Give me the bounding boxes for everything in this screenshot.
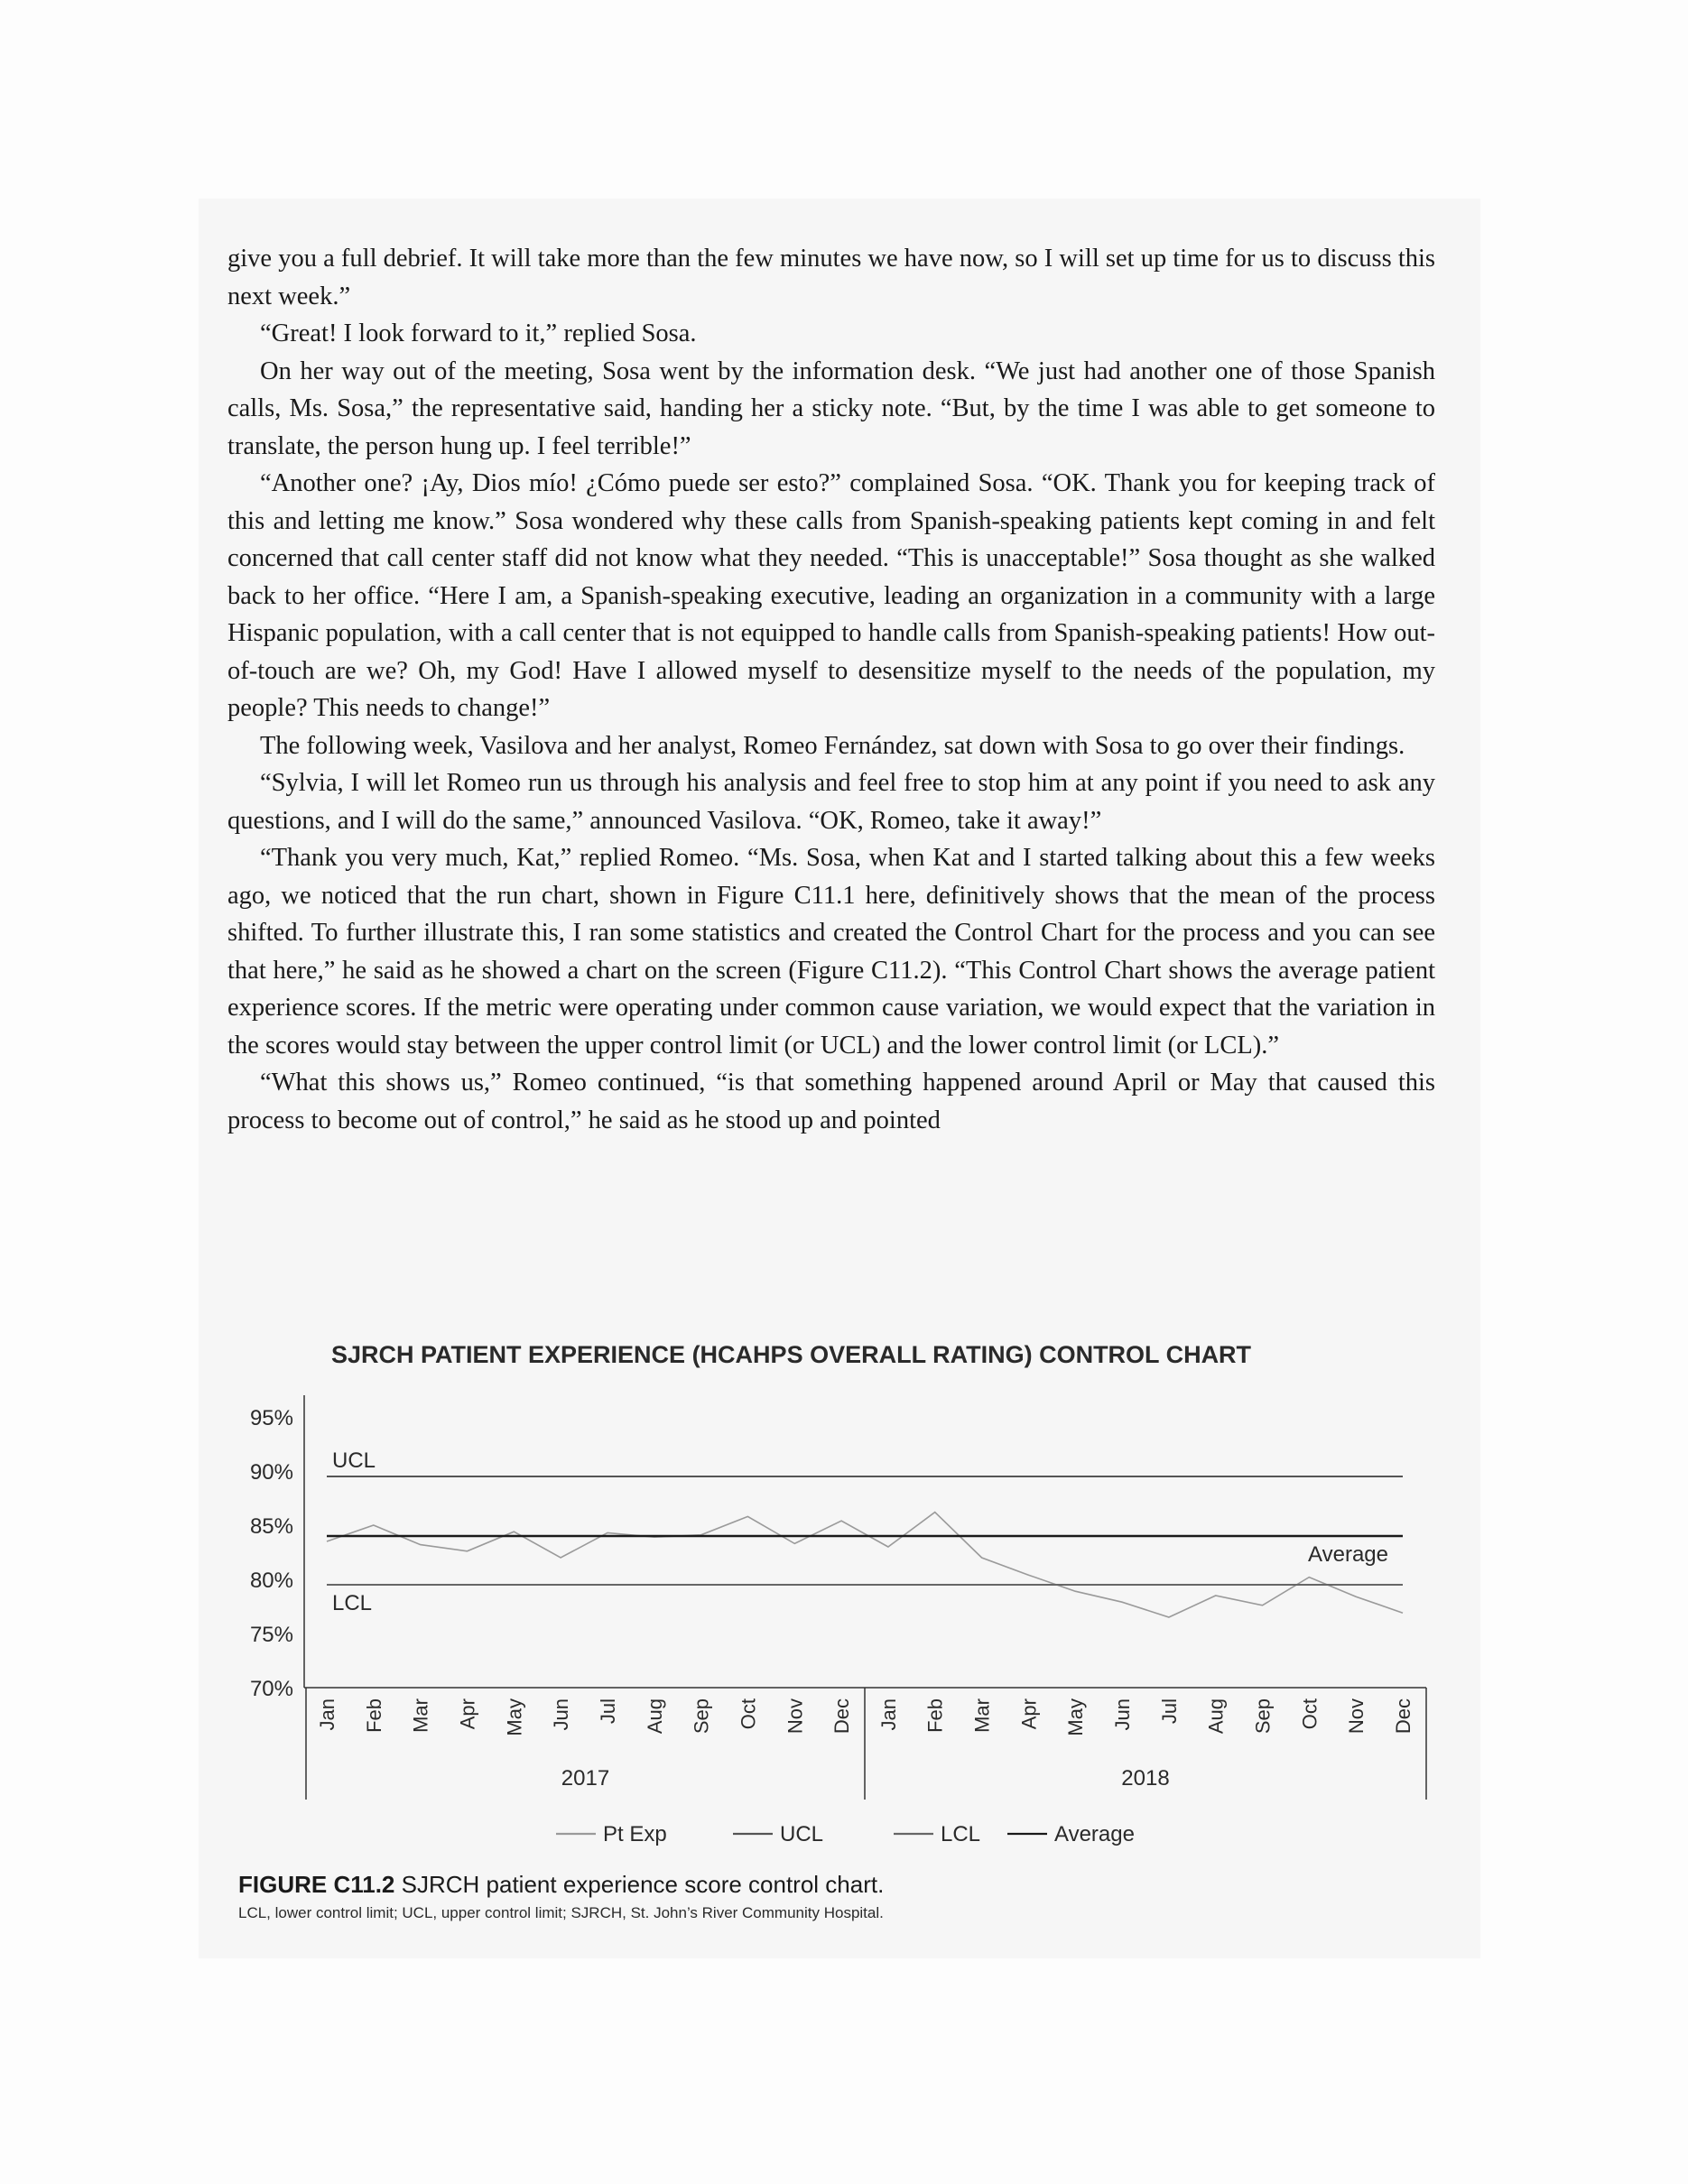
x-tick-label: Feb: [362, 1698, 385, 1733]
x-tick-label: Sep: [690, 1698, 713, 1735]
figure-caption: [238, 1871, 884, 1899]
x-tick-label: Dec: [830, 1698, 854, 1735]
control-chart: [227, 1341, 1437, 1855]
year-label: 2017: [561, 1766, 610, 1791]
x-tick-label: Sep: [1251, 1698, 1275, 1735]
x-tick-label: Jul: [1157, 1698, 1181, 1725]
legend-label: Average: [1054, 1822, 1135, 1846]
x-tick-label: Jun: [1111, 1698, 1135, 1731]
x-tick-label: May: [503, 1698, 526, 1736]
paragraph: give you a full debrief. It will take more than the few minutes we have now, so I will set up time for us to discuss this next week.”: [227, 245, 1435, 310]
x-tick-label: Mar: [409, 1698, 432, 1733]
chart-canvas: [227, 1341, 1437, 1855]
y-tick-label: 85%: [249, 1514, 293, 1539]
paragraph: “What this shows us,” Romeo continued, “is that something happened around April or May that caused this process to become out of control,” he said as he stood up and pointed: [227, 1069, 1435, 1134]
paragraph: The following week, Vasilova and her analyst, Romeo Fernández, sat down with Sosa to go over their findings.: [260, 731, 1405, 760]
legend-label: UCL: [780, 1822, 824, 1846]
x-tick-label: Aug: [1204, 1698, 1228, 1735]
y-tick-label: 95%: [249, 1406, 293, 1430]
x-tick-label: Nov: [1345, 1698, 1368, 1735]
x-tick-label: Nov: [784, 1698, 807, 1735]
paragraph: “Sylvia, I will let Romeo run us through his analysis and feel free to stop him at any point if you need to ask any questions, and I will do the same,” announced Vasilova. “OK, Romeo, take it away!”: [227, 769, 1435, 835]
year-label: 2018: [1121, 1766, 1170, 1791]
y-tick-label: 90%: [249, 1460, 293, 1485]
x-tick-label: May: [1064, 1698, 1088, 1736]
x-tick-label: Mar: [970, 1698, 994, 1733]
x-tick-label: Apr: [1017, 1698, 1041, 1730]
x-tick-label: Dec: [1392, 1698, 1414, 1735]
y-tick-label: 80%: [249, 1569, 293, 1593]
figure-note: LCL, lower control limit; UCL, upper control limit; SJRCH, St. John’s River Community Hospital.: [238, 1904, 884, 1921]
x-tick-label: Jun: [550, 1698, 573, 1731]
x-tick-label: Feb: [923, 1698, 947, 1733]
x-tick-label: Apr: [456, 1698, 479, 1730]
figure-label: FIGURE C11.2: [238, 1871, 395, 1898]
body-text: [227, 240, 1435, 1139]
x-tick-label: Jan: [876, 1698, 900, 1731]
y-tick-label: 70%: [249, 1677, 293, 1701]
figure-caption-text: SJRCH patient experience score control chart.: [401, 1871, 885, 1898]
chart-title: SJRCH PATIENT EXPERIENCE (HCAHPS OVERALL RATING) CONTROL CHART: [331, 1341, 1252, 1368]
x-tick-label: Jan: [316, 1698, 339, 1731]
y-tick-label: 75%: [249, 1623, 293, 1647]
paragraph: On her way out of the meeting, Sosa went by the information desk. “We just had another one of those Spanish calls, Ms. Sosa,” the representative said, handing her a sticky note. “But, by the time I was able to get someone to translate, the person hung up. I feel terrible!”: [227, 356, 1435, 460]
x-tick-label: Jul: [596, 1698, 619, 1725]
ucl-annotation: UCL: [332, 1448, 376, 1473]
legend-label: Pt Exp: [603, 1822, 667, 1846]
paragraph: “Another one? ¡Ay, Dios mío! ¿Cómo puede ser esto?” complained Sosa. “OK. Thank you for keeping track of this and letting me know.” Sosa wondered why these calls from Spanish-speaking patients kept coming in and felt concerned that call center staff did not know what they needed. “This is unacceptable!” Sosa thought as she walked back to her office. “Here I am, a Spanish-speaking executive, leading an organization in a community with a large Hispanic population, with a call center that is not equipped to handle calls from Spanish-speaking patients! How out-of-touch are we? Oh, my God! Have I allowed myself to desensitize myself to the needs of the population, my people? This needs to change!”: [227, 469, 1435, 722]
average-annotation: Average: [1308, 1542, 1388, 1567]
paragraph: “Thank you very much, Kat,” replied Romeo. “Ms. Sosa, when Kat and I started talking about this a few weeks ago, we noticed that the run chart, shown in Figure C11.1 here, definitively shows that the mean of the process shifted. To further illustrate this, I ran some statistics and created the Control Chart for the process and you can see that here,” he said as he showed a chart on the screen (Figure C11.2). “This Control Chart shows the average patient experience scores. If the metric were operating under common cause variation, we would expect that the variation in the scores would stay between the upper control limit (or UCL) and the lower control limit (or LCL).”: [227, 844, 1435, 1060]
series-line-pt-exp: [327, 1513, 1403, 1617]
x-tick-label: Oct: [737, 1698, 760, 1730]
x-tick-label: Aug: [643, 1698, 666, 1735]
paragraph: “Great! I look forward to it,” replied Sosa.: [260, 319, 697, 347]
lcl-annotation: LCL: [332, 1591, 373, 1615]
x-tick-label: Oct: [1298, 1698, 1322, 1730]
legend-label: LCL: [941, 1822, 981, 1846]
